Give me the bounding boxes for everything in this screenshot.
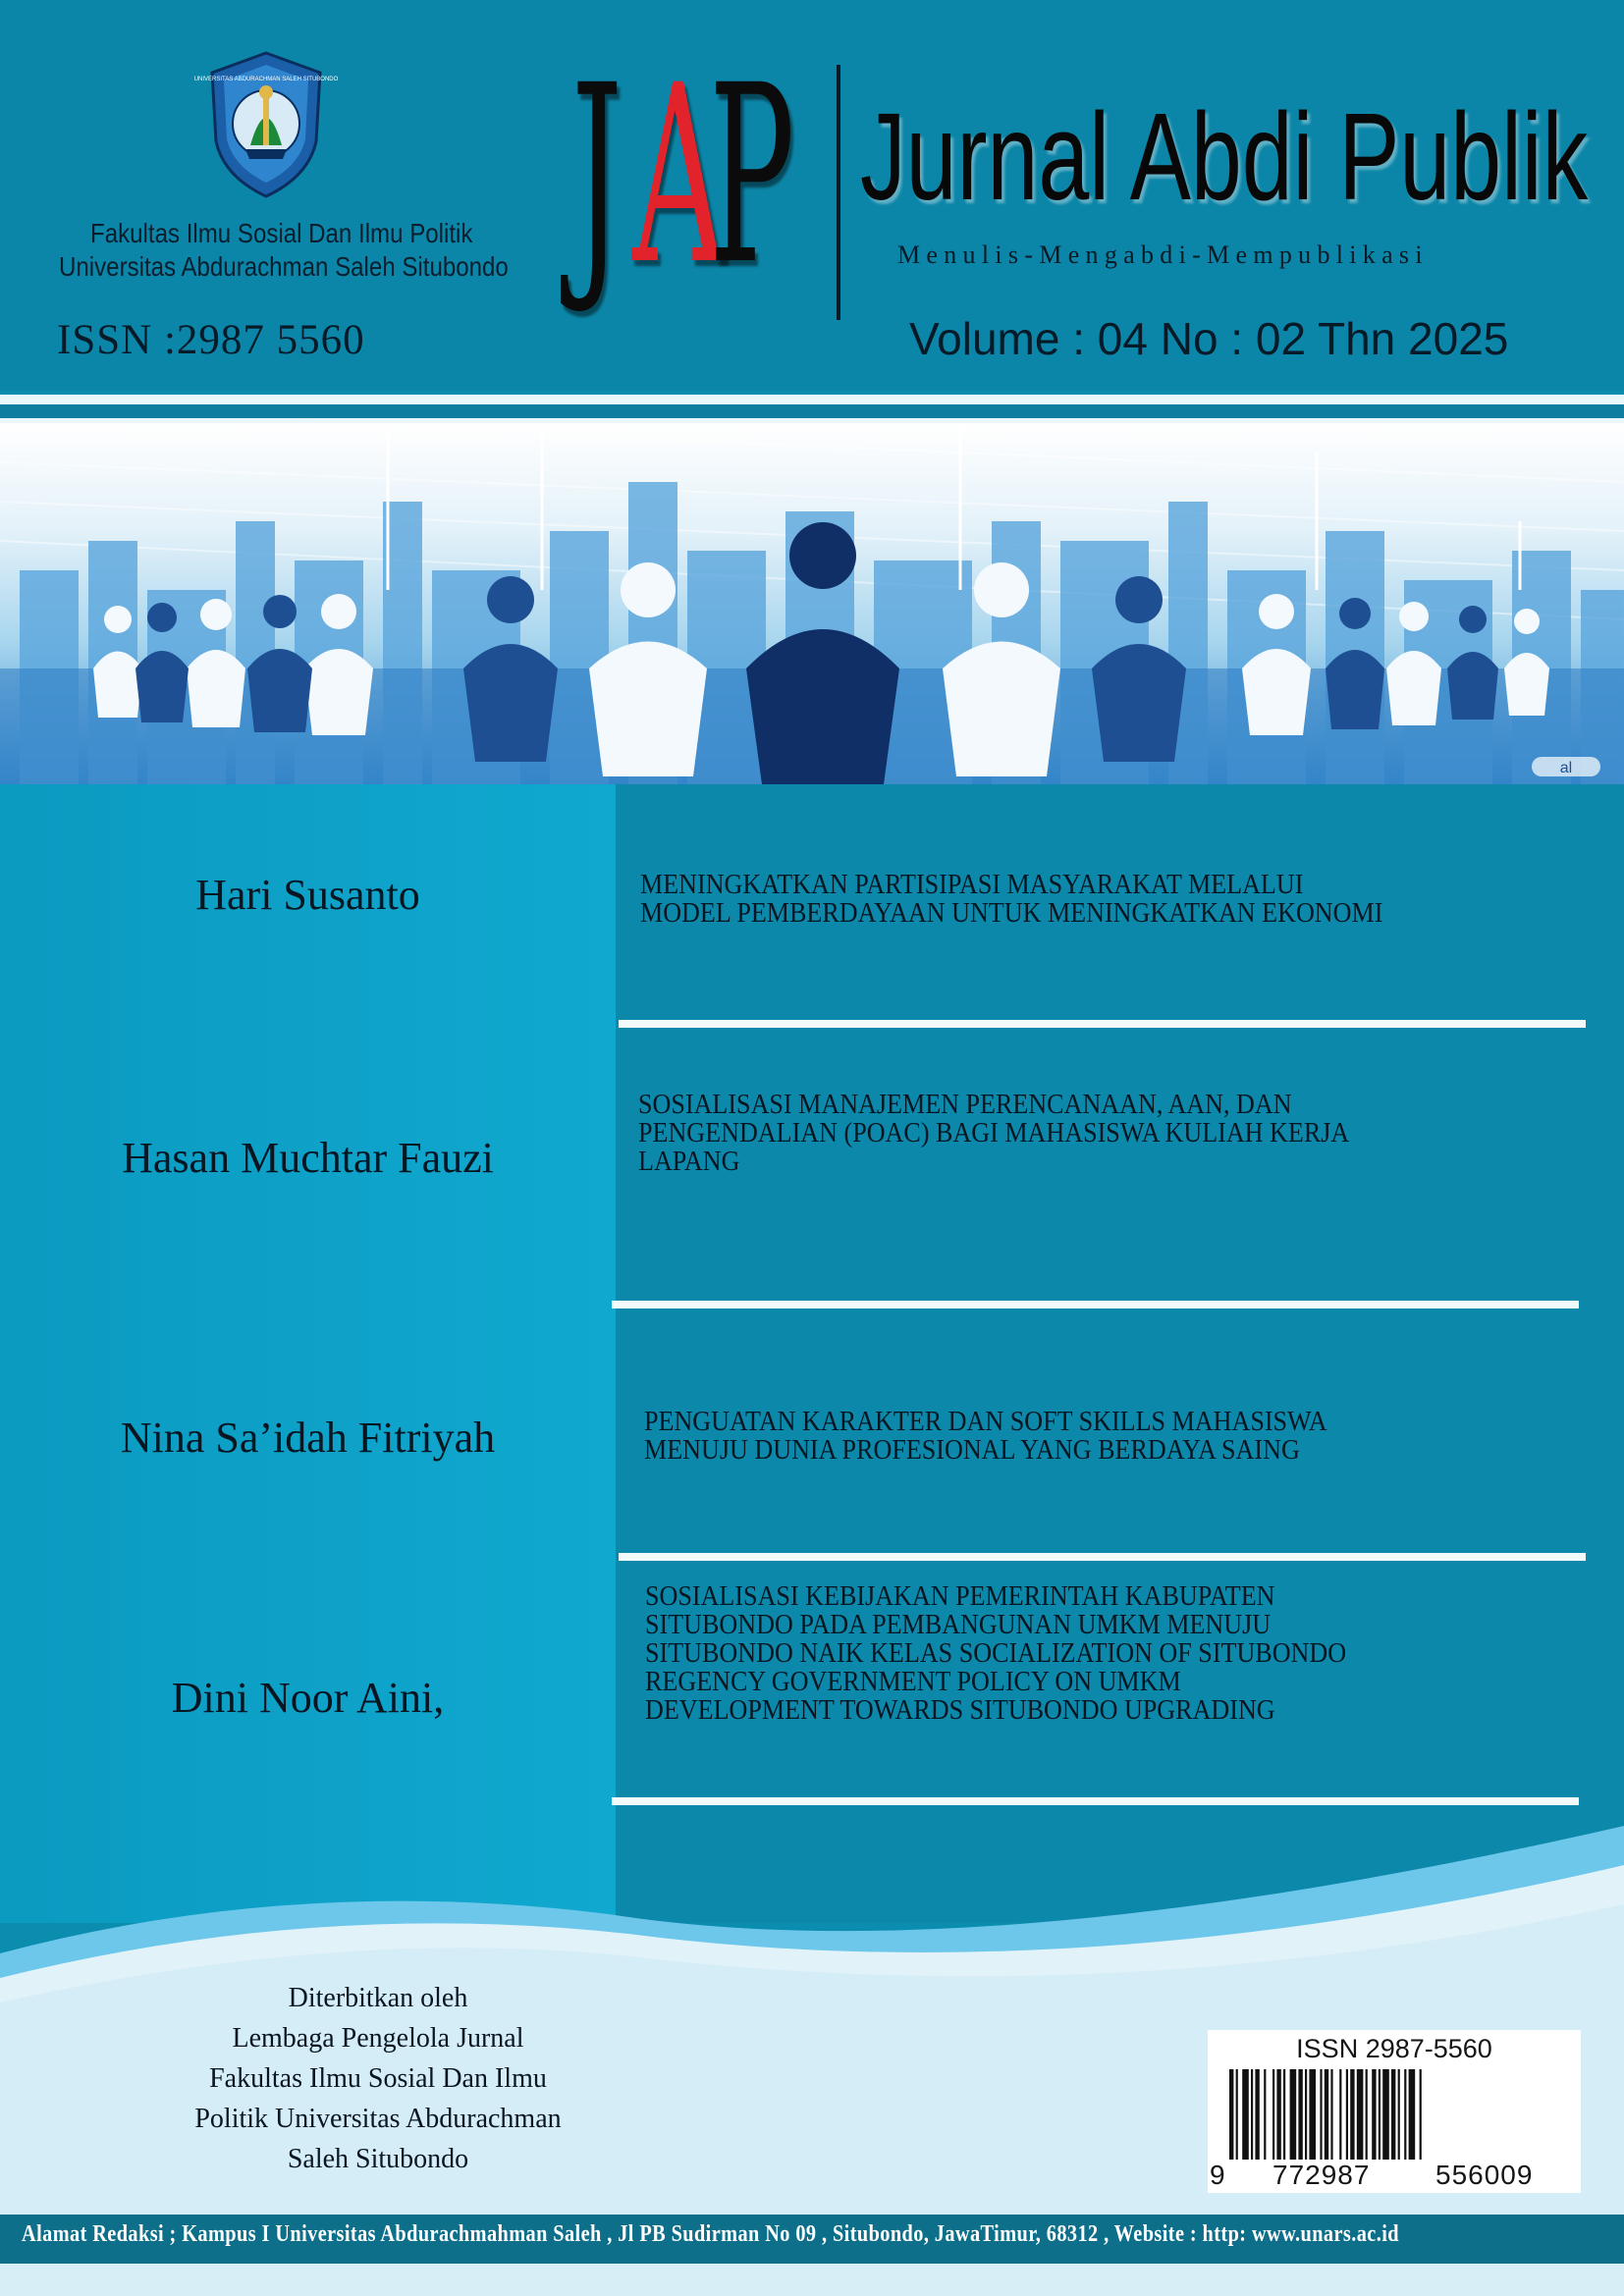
bottom-strip [0, 2264, 1624, 2296]
barcode-bar [1242, 2069, 1249, 2160]
barcode-bar [1350, 2069, 1354, 2160]
barcode-bar [1404, 2069, 1406, 2160]
article-2-title-line: SOSIALISASI MANAJEMEN PERENCANAAN, AAN, DAN [638, 1089, 1292, 1120]
barcode-bar [1379, 2069, 1380, 2160]
barcode-bar [1290, 2069, 1297, 2160]
article-2-title-line: PENGENDALIAN (POAC) BAGI MAHASISWA KULIAH KERJA [638, 1117, 1350, 1148]
article-2-title-line: LAPANG [638, 1146, 740, 1177]
barcode-bar [1409, 2069, 1416, 2160]
title-divider [837, 65, 840, 320]
university-name: Universitas Abdurachman Saleh Situbondo [59, 251, 509, 282]
faculty-name: Fakultas Ilmu Sosial Dan Ilmu Politik [90, 218, 473, 248]
issn-label: ISSN :2987 5560 [57, 317, 365, 363]
article-2-author: Hasan Muchtar Fauzi [122, 1134, 494, 1182]
barcode-issn-label: ISSN 2987-5560 [1296, 2034, 1492, 2063]
publisher-line: Diterbitkan oleh [288, 1983, 468, 2013]
article-4-title-line: REGENCY GOVERNMENT POLICY ON UMKM [645, 1666, 1181, 1697]
article-separator [619, 1020, 1586, 1028]
svg-text:UNIVERSITAS ABDURACHMAN SALEH: UNIVERSITAS ABDURACHMAN SALEH SITUBONDO [193, 77, 339, 82]
barcode-bar [1325, 2069, 1328, 2160]
barcode-bar [1272, 2069, 1274, 2160]
barcode-digit-prefix: 9 [1210, 2160, 1225, 2190]
article-4-title-line: SOSIALISASI KEBIJAKAN PEMERINTAH KABUPATEN [645, 1580, 1275, 1612]
banner-watermark: al [1559, 760, 1573, 776]
titles-panel [616, 784, 1624, 1923]
article-separator [619, 1553, 1586, 1561]
barcode-bar [1391, 2069, 1395, 2160]
barcode-bar [1346, 2069, 1348, 2160]
article-2-title [638, 1091, 1429, 1176]
barcode-bar [1255, 2069, 1259, 2160]
barcode-bar [1236, 2069, 1238, 2160]
barcode-bar [1264, 2069, 1266, 2160]
barcode-bars [1229, 2069, 1563, 2160]
city-crowd-banner [0, 423, 1624, 784]
barcode-bar [1330, 2069, 1332, 2160]
header-divider-light [0, 395, 1624, 404]
publisher-line: Lembaga Pengelola Jurnal [232, 2023, 524, 2054]
barcode-bar [1398, 2069, 1400, 2160]
article-4-title [645, 1582, 1424, 1725]
barcode-bar [1309, 2069, 1316, 2160]
jap-logo [571, 32, 837, 318]
barcode-bar [1276, 2069, 1280, 2160]
article-4-title-line: SITUBONDO PADA PEMBANGUNAN UMKM MENUJU [645, 1609, 1272, 1640]
barcode-bar [1382, 2069, 1389, 2160]
article-3-title [644, 1408, 1403, 1465]
barcode-digits-right: 556009 [1435, 2160, 1534, 2190]
publisher-line: Politik Universitas Abdurachman [194, 2104, 562, 2134]
publisher-info [147, 1978, 609, 2179]
article-4-title-line: SITUBONDO NAIK KELAS SOCIALIZATION OF SITUBONDO [645, 1637, 1347, 1669]
issn-barcode [1208, 2030, 1581, 2193]
barcode-bar [1357, 2069, 1364, 2160]
barcode-bar [1229, 2069, 1233, 2160]
article-3-author: Nina Sa’idah Fitriyah [120, 1414, 496, 1462]
jap-letter-j: J [571, 32, 623, 318]
barcode-bar [1298, 2069, 1302, 2160]
volume-info: Volume : 04 No : 02 Thn 2025 [909, 313, 1509, 364]
editorial-address: Alamat Redaksi ; Kampus I Universitas Abdurachmahman Saleh , Jl PB Sudirman No 09 , Situbondo, JawaTimur, 68312 , Website : http: www.unars.ac.id [22, 2221, 1399, 2247]
article-3-title-line: PENGUATAN KARAKTER DAN SOFT SKILLS MAHASISWA [644, 1406, 1327, 1437]
barcode-bar [1305, 2069, 1307, 2160]
journal-title: Jurnal Abdi Publik [860, 87, 1589, 226]
article-4-author: Dini Noor Aini, [171, 1674, 445, 1722]
barcode-bar [1372, 2069, 1376, 2160]
article-3-title-line: MENUJU DUNIA PROFESIONAL YANG BERDAYA SAING [644, 1434, 1300, 1466]
authors-panel [0, 784, 616, 1923]
article-separator [612, 1301, 1579, 1308]
publisher-line: Saleh Situbondo [287, 2144, 469, 2174]
jap-letter-a: A [632, 32, 725, 318]
article-1-author: Hari Susanto [195, 871, 420, 919]
article-separator [612, 1797, 1579, 1805]
article-4-title-line: DEVELOPMENT TOWARDS SITUBONDO UPGRADING [645, 1694, 1275, 1726]
header-divider-band [0, 404, 1624, 418]
university-logo [193, 51, 339, 198]
barcode-bar [1420, 2069, 1422, 2160]
barcode-bar [1283, 2069, 1285, 2160]
barcode-bar [1251, 2069, 1253, 2160]
barcode-bar [1366, 2069, 1368, 2160]
article-1-title [640, 871, 1465, 928]
jap-letter-p: P [709, 32, 795, 318]
publisher-line: Fakultas Ilmu Sosial Dan Ilmu [209, 2063, 547, 2094]
article-1-title-line: MENINGKATKAN PARTISIPASI MASYARAKAT MELALUI [640, 869, 1304, 900]
barcode-digits-left: 772987 [1272, 2160, 1371, 2190]
barcode-bar [1320, 2069, 1322, 2160]
article-1-title-line: MODEL PEMBERDAYAAN UNTUK MENINGKATKAN EKONOMI [640, 897, 1383, 929]
barcode-bar [1339, 2069, 1341, 2160]
journal-tagline: Menulis-Mengabdi-Mempublikasi [897, 240, 1429, 269]
articles-section [0, 784, 1624, 1923]
